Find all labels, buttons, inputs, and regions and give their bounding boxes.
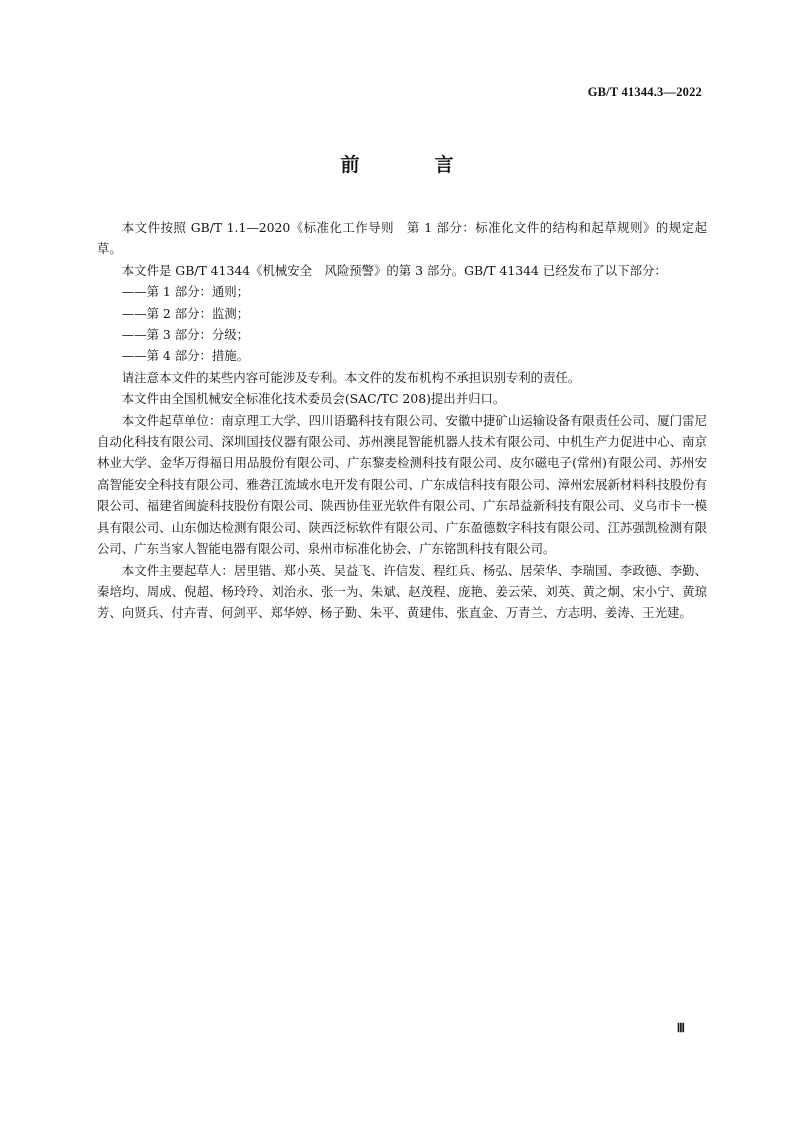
paragraph-patent-notice: 请注意本文件的某些内容可能涉及专利。本文件的发布机构不承担识别专利的责任。	[121, 369, 581, 385]
foreword-body	[97, 217, 707, 624]
paragraph-drafting-units: 本文件起草单位：南京理工大学、四川语璐科技有限公司、安徽中捷矿山运输设备有限责任公司、厦门雷尼自动化科技有限公司、深圳国技仪器有限公司、苏州澳昆智能机器人技术有限公司、中机生产力促进中心、南京林业大学、金华万得福日用品股份有限公司、广东黎麦检测科技有限公司、皮尔磁电子(常州)有限公司、苏州安高智能安全科技有限公司、雅砻江流域水电开发有限公司、广东成信科技有限公司、漳州宏展新材料科技股份有限公司、福建省闽旋科技股份有限公司、陕西协佳亚光软件有限公司、广东昂益新科技有限公司、义乌市卡一模具有限公司、山东伽达检测有限公司、陕西泛标软件有限公司、广东盈德数字科技有限公司、江苏强凯检测有限公司、广东当家人智能电器有限公司、泉州市标准化协会、广东铭凯科技有限公司。	[97, 412, 707, 557]
page-title: 前 言	[340, 154, 482, 176]
page-number: Ⅲ	[676, 1021, 685, 1035]
list-item-part-2: ——第 2 部分：监测；	[121, 305, 250, 321]
list-item-part-4: ——第 4 部分：措施。	[121, 348, 250, 364]
paragraph-drafters: 本文件主要起草人：居里锴、郑小英、吴益飞、许信发、程红兵、杨弘、居荣华、李瑞国、李政德、李勤、秦培均、周成、倪超、杨玲玲、刘治永、张一为、朱斌、赵茂程、庞艳、姜云荣、刘英、黄之炯、宋小宁、黄琼芳、向贤兵、付卉青、何剑平、郑华婷、杨子勤、朱平、黄建伟、张直金、万青兰、方志明、姜涛、王光建。	[97, 562, 707, 621]
paragraph-proposer: 本文件由全国机械安全标准化技术委员会(SAC/TC 208)提出并归口。	[121, 391, 506, 407]
paragraph-series-intro: 本文件是 GB/T 41344《机械安全 风险预警》的第 3 部分。GB/T 41344 已经发布了以下部分：	[121, 262, 667, 278]
standard-code: GB/T 41344.3—2022	[587, 85, 702, 99]
list-item-part-3: ——第 3 部分：分级；	[121, 327, 250, 343]
list-item-part-1: ——第 1 部分：通则；	[121, 284, 250, 300]
paragraph-drafting-rules: 本文件按照 GB/T 1.1—2020《标准化工作导则 第 1 部分：标准化文件的结构和起草规则》的规定起草。	[97, 220, 707, 257]
